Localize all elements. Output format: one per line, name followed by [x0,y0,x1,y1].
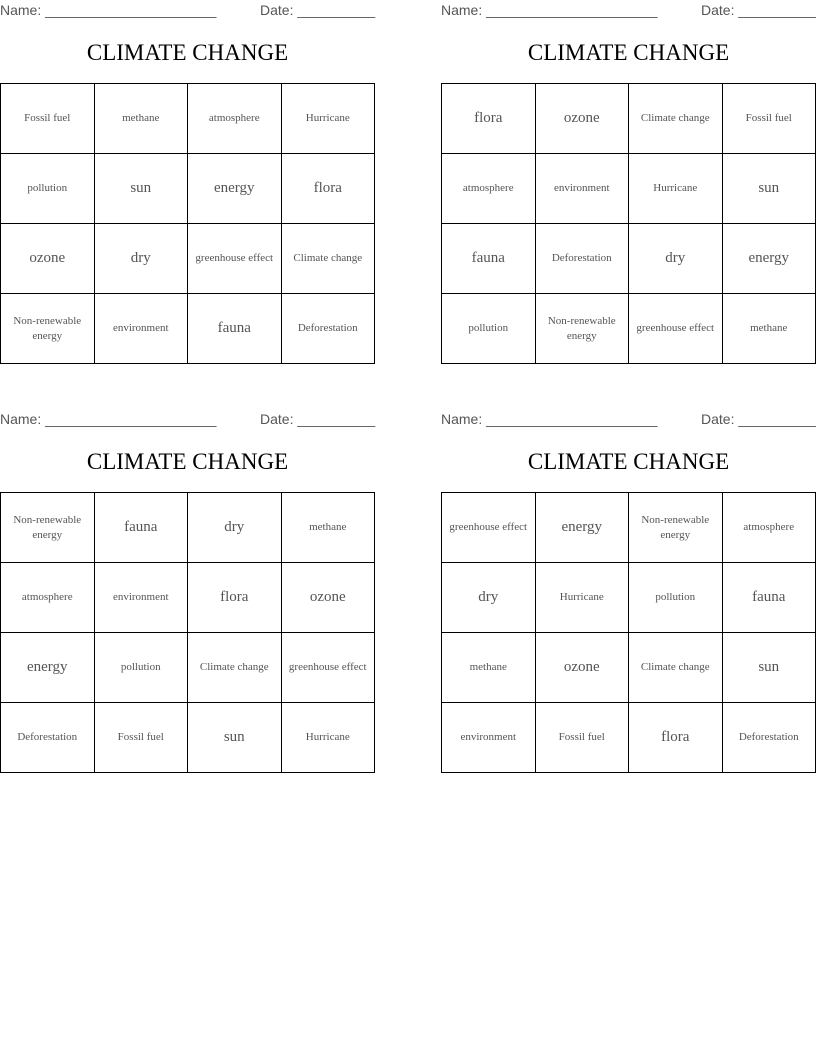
grid-cell: methane [281,493,375,563]
grid-row [442,563,816,633]
grid-row [1,563,375,633]
grid-cell: greenhouse effect [188,224,282,294]
name-line: Name: ______________________ [0,2,217,18]
card-title: CLIMATE CHANGE [86,449,289,474]
grid-row [1,703,375,773]
grid-row [1,493,375,563]
grid-cell: dry [188,493,282,563]
grid-cell: Deforestation [535,224,629,294]
grid-cell: environment [535,154,629,224]
grid-cell: Non-renewable energy [1,493,95,563]
grid-row [1,633,375,703]
grid-cell: Non-renewable energy [1,294,95,364]
grid-cell: dry [629,224,723,294]
grid-cell: Climate change [629,633,723,703]
bingo-grid [0,83,375,364]
grid-cell: Fossil fuel [94,703,188,773]
date-line: Date: __________ [260,411,376,427]
grid-cell: Non-renewable energy [535,294,629,364]
grid-cell: Hurricane [281,84,375,154]
grid-cell: fauna [442,224,536,294]
grid-cell: ozone [535,633,629,703]
date-line: Date: __________ [701,411,816,427]
grid-cell: sun [722,633,816,703]
grid-cell: fauna [94,493,188,563]
card-header [0,2,375,20]
grid-cell: pollution [629,563,723,633]
bingo-card-2 [441,0,816,364]
grid-cell: flora [629,703,723,773]
grid-cell: Deforestation [1,703,95,773]
grid-cell: Climate change [281,224,375,294]
grid-cell: greenhouse effect [629,294,723,364]
grid-cell: environment [94,294,188,364]
date-line: Date: __________ [260,2,376,18]
bingo-grid [441,492,816,773]
grid-cell: atmosphere [188,84,282,154]
grid-row [442,633,816,703]
grid-cell: Deforestation [722,703,816,773]
grid-cell: Hurricane [535,563,629,633]
grid-cell: atmosphere [1,563,95,633]
grid-cell: sun [722,154,816,224]
grid-cell: fauna [188,294,282,364]
name-line: Name: ______________________ [441,411,658,427]
grid-cell: methane [722,294,816,364]
grid-cell: atmosphere [442,154,536,224]
card-title: CLIMATE CHANGE [86,40,289,65]
grid-cell: sun [188,703,282,773]
date-line: Date: __________ [701,2,816,18]
card-title: CLIMATE CHANGE [527,449,730,474]
grid-cell: greenhouse effect [281,633,375,703]
grid-cell: energy [535,493,629,563]
grid-row [442,294,816,364]
grid-row [1,294,375,364]
grid-cell: Fossil fuel [1,84,95,154]
grid-cell: Hurricane [281,703,375,773]
grid-cell: environment [94,563,188,633]
grid-cell: pollution [94,633,188,703]
grid-cell: pollution [1,154,95,224]
grid-cell: ozone [1,224,95,294]
bingo-grid [0,492,375,773]
card-header [441,2,816,20]
grid-cell: Climate change [629,84,723,154]
grid-cell: greenhouse effect [442,493,536,563]
grid-cell: sun [94,154,188,224]
bingo-card-3 [0,409,375,773]
bingo-grid [441,83,816,364]
grid-row [442,154,816,224]
bingo-card-1 [0,0,375,364]
grid-row [442,703,816,773]
grid-cell: pollution [442,294,536,364]
grid-cell: dry [442,563,536,633]
grid-row [442,224,816,294]
grid-cell: methane [94,84,188,154]
grid-cell: fauna [722,563,816,633]
grid-cell: dry [94,224,188,294]
name-line: Name: ______________________ [441,2,658,18]
grid-cell: energy [722,224,816,294]
grid-cell: atmosphere [722,493,816,563]
grid-cell: environment [442,703,536,773]
card-title: CLIMATE CHANGE [527,40,730,65]
grid-cell: flora [281,154,375,224]
grid-cell: methane [442,633,536,703]
grid-cell: Fossil fuel [535,703,629,773]
grid-cell: flora [188,563,282,633]
grid-cell: Deforestation [281,294,375,364]
grid-cell: ozone [281,563,375,633]
grid-row [1,154,375,224]
grid-cell: flora [442,84,536,154]
grid-cell: Non-renewable energy [629,493,723,563]
grid-cell: ozone [535,84,629,154]
grid-row [1,84,375,154]
grid-cell: Hurricane [629,154,723,224]
grid-cell: energy [188,154,282,224]
grid-row [442,84,816,154]
grid-row [442,493,816,563]
card-header [441,411,816,429]
grid-row [1,224,375,294]
bingo-card-4 [441,409,816,773]
grid-cell: Climate change [188,633,282,703]
card-header [0,411,375,429]
grid-cell: energy [1,633,95,703]
name-line: Name: ______________________ [0,411,217,427]
grid-cell: Fossil fuel [722,84,816,154]
